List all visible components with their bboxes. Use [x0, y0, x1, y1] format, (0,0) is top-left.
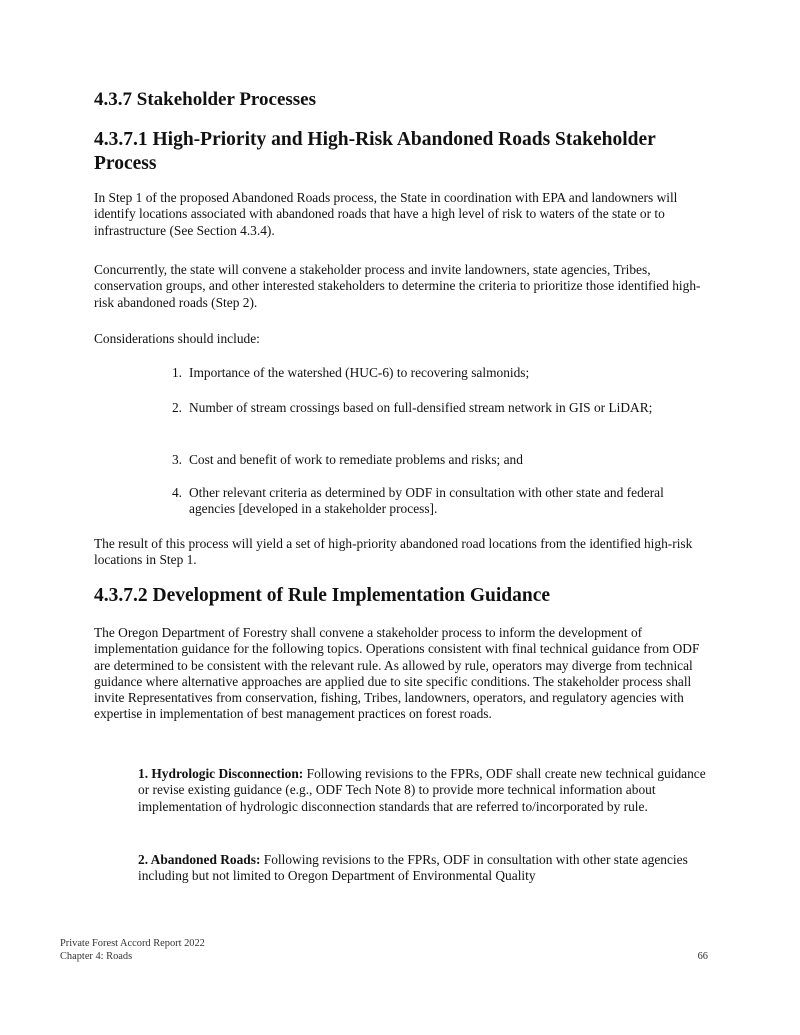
list-item-text: Other relevant criteria as determined by ODF in consultation with other state and federal agencies [developed in a stakeholder process].: [189, 485, 664, 517]
section-heading-4-3-7: 4.3.7 Stakeholder Processes: [94, 89, 317, 110]
list-item-number: 4.: [171, 485, 182, 500]
guidance-item-abandoned-roads: [138, 852, 710, 885]
guidance-item-label: 2. Abandoned Roads:: [138, 852, 261, 867]
footer-report-title: Private Forest Accord Report 2022: [60, 938, 205, 949]
page-number: 66: [697, 950, 708, 962]
footer-chapter: Chapter 4: Roads: [60, 950, 133, 962]
paragraph-result: The result of this process will yield a set of high-priority abandoned road locations from the identified high-risk locations in Step 1.: [94, 536, 693, 568]
list-item-number: 3.: [171, 452, 182, 467]
list-item-number: 1.: [171, 365, 182, 380]
paragraph-odf-stakeholder: The Oregon Department of Forestry shall convene a stakeholder process to inform the development of implementation guidance for the following topics. Operations consistent with final technical guidance from ODF are determined to be consistent with the relevant rule. As allowed by rule, operators may diverge from technical guidance where alternative approaches are applied due to site specific conditions. The stakeholder process shall invite Representatives from conservation, fishing, Tribes, landowners, operators, and regulatory agencies with expertise in implementation of best management practices on forest roads.: [94, 625, 700, 722]
section-heading-4-3-7-2: 4.3.7.2 Development of Rule Implementation Guidance: [94, 585, 551, 606]
list-item-text: Number of stream crossings based on full-densified stream network in GIS or LiDAR;: [189, 400, 653, 415]
guidance-item-text: Following revisions to the FPRs, ODF in consultation with other state agencies including but not limited to Oregon Department of Environmental Quality: [138, 852, 688, 884]
list-item-text: Importance of the watershed (HUC-6) to recovering salmonids;: [189, 365, 530, 380]
paragraph-concurrently: Concurrently, the state will convene a stakeholder process and invite landowners, state agencies, Tribes, conservation groups, and other interested stakeholders to determine the criteria to prioritize those identified high-risk abandoned roads (Step 2).: [94, 262, 701, 310]
page-footer: [60, 938, 708, 963]
guidance-item-hydrologic-disconnection: [138, 766, 710, 815]
guidance-item-text: Following revisions to the FPRs, ODF shall create new technical guidance or revise existing guidance (e.g., ODF Tech Note 8) to provide more technical information about implementation of hydrologic disconnection standards that are referred to/incorporated by rule.: [138, 766, 706, 814]
guidance-item-label: 1. Hydrologic Disconnection:: [138, 766, 304, 781]
section-heading-4-3-7-1: 4.3.7.1 High-Priority and High-Risk Abandoned Roads Stakeholder Process: [94, 129, 656, 174]
paragraph-considerations-intro: Considerations should include:: [94, 331, 260, 346]
list-item-text: Cost and benefit of work to remediate problems and risks; and: [189, 452, 523, 467]
paragraph-step-1: In Step 1 of the proposed Abandoned Roads process, the State in coordination with EPA and landowners will identify locations associated with abandoned roads that have a high level of risk to waters of the state or to infrastructure (See Section 4.3.4).: [94, 190, 678, 238]
list-item-number: 2.: [171, 400, 182, 415]
